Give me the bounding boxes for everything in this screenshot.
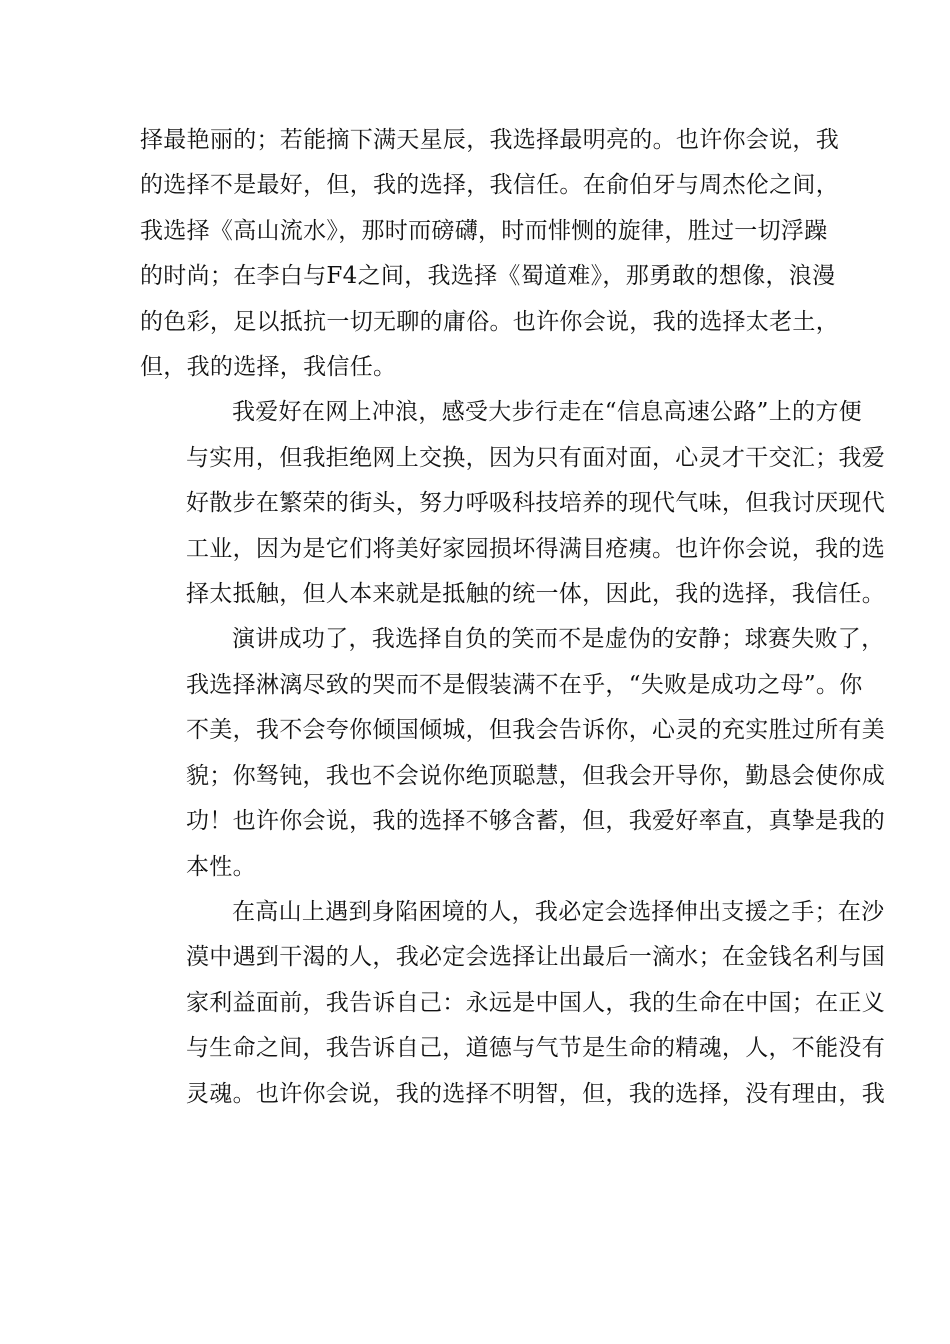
text-line: 择太抵触，但人本来就是抵触的统一体，因此，我的选择，我信任。	[186, 581, 885, 608]
text-line: 漠中遇到干渴的人，我必定会选择让出最后一滴水；在金钱名利与国	[186, 944, 885, 971]
text-line: 的色彩，足以抵抗一切无聊的庸俗。也许你会说，我的选择太老土，	[140, 308, 839, 335]
text-line: 的选择不是最好，但，我的选择，我信任。在俞伯牙与周杰伦之间，	[140, 172, 839, 199]
paragraph-3	[140, 617, 885, 889]
text-line: 择最艳丽的；若能摘下满天星辰，我选择最明亮的。也许你会说，我	[140, 127, 839, 153]
text-line: 家利益面前，我告诉自己：永远是中国人，我的生命在中国；在正义	[186, 989, 885, 1016]
text-line: 好散步在繁荣的街头，努力呼吸科技培养的现代气味，但我讨厌现代	[186, 490, 885, 517]
text-line: 灵魂。也许你会说，我的选择不明智，但，我的选择，没有理由，我	[186, 1080, 885, 1107]
text-line: 与实用，但我拒绝网上交换，因为只有面对面，心灵才干交汇；我爱	[186, 444, 885, 471]
text-line: 功！也许你会说，我的选择不够含蓄，但，我爱好率直，真挚是我的	[186, 808, 885, 835]
text-line: 貌；你驽钝，我也不会说你绝顶聪慧，但我会开导你，勤恳会使你成	[186, 762, 885, 789]
text-line: 演讲成功了，我选择自负的笑而不是虚伪的安静；球赛失败了，	[232, 626, 885, 653]
text-line: 本性。	[186, 853, 256, 880]
paragraph-2	[140, 390, 885, 617]
text-line: 我选择《高山流水》，那时而磅礴，时而悱恻的旋律，胜过一切浮躁	[140, 217, 828, 244]
text-line: 工业，因为是它们将美好家园损坏得满目疮痍。也许你会说，我的选	[186, 535, 885, 562]
text-line: 但，我的选择，我信任。	[140, 354, 397, 381]
document-body	[140, 118, 885, 1117]
text-line: 不美，我不会夸你倾国倾城，但我会告诉你，心灵的充实胜过所有美	[186, 717, 885, 744]
text-line: 我选择淋漓尽致的哭而不是假装满不在乎，“失败是成功之母”。你	[186, 671, 863, 698]
text-line: 我爱好在网上冲浪，感受大步行走在“信息高速公路”上的方便	[232, 399, 862, 426]
text-line: 在高山上遇到身陷困境的人，我必定会选择伸出支援之手；在沙	[232, 898, 885, 925]
text-line: 与生命之间，我告诉自己，道德与气节是生命的精魂，人，不能没有	[186, 1035, 885, 1062]
text-line: 的时尚；在李白与F4之间，我选择《蜀道难》，那勇敢的想像，浪漫	[140, 263, 836, 290]
paragraph-1	[140, 118, 839, 390]
paragraph-4	[140, 890, 885, 1117]
